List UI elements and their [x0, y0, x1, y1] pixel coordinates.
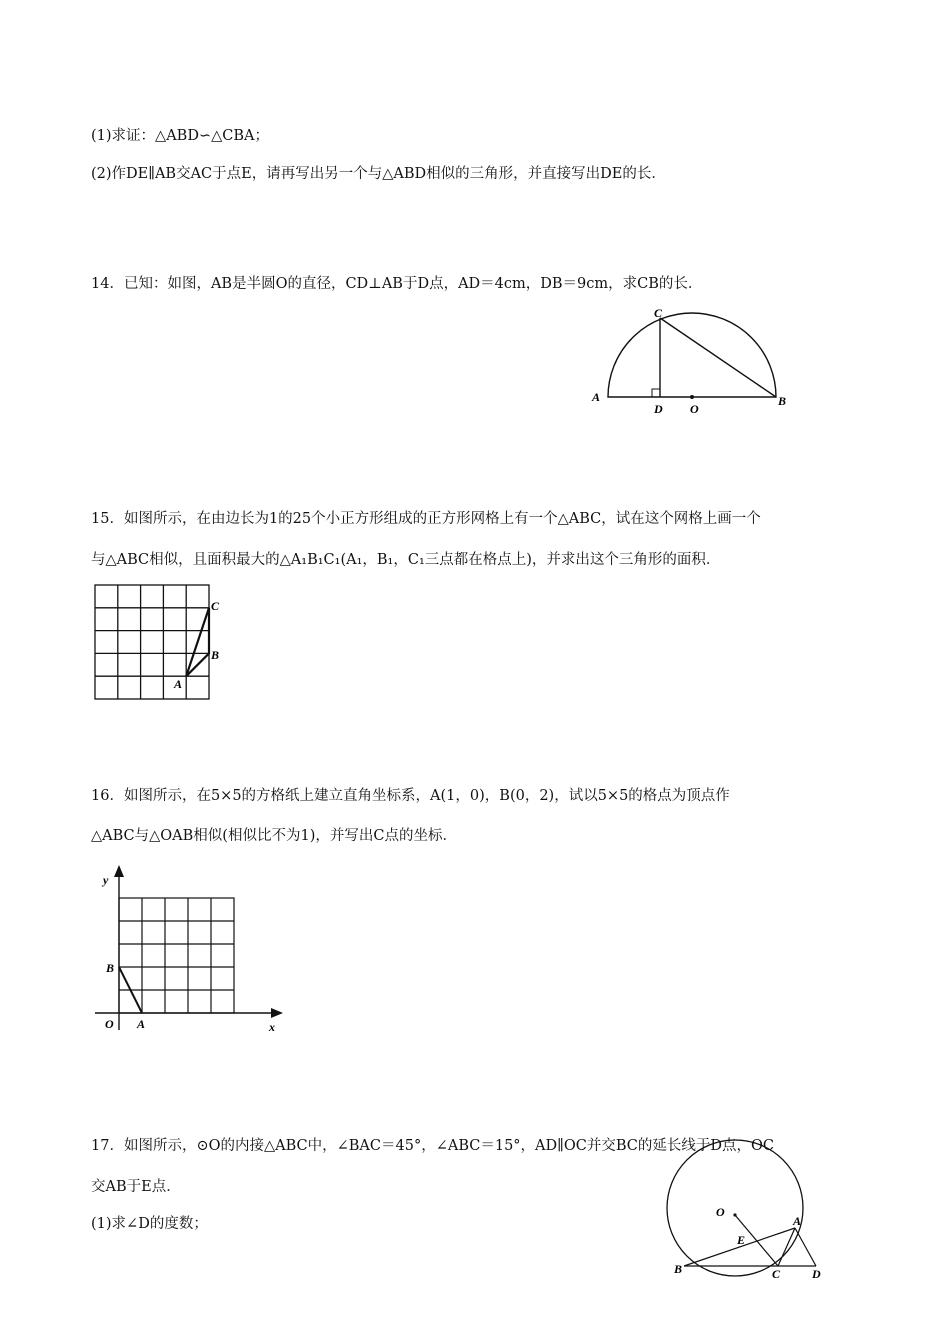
label-a: A: [592, 390, 601, 404]
coordinate-grid-16: [95, 860, 290, 1035]
label-b: B: [674, 1262, 683, 1276]
label-o: O: [690, 402, 699, 416]
label-o: O: [716, 1205, 725, 1219]
problem17-line2: 交AB于E点．: [91, 1179, 181, 1195]
problem16-line2: △ABC与△OAB相似(相似比不为1)，并写出C点的坐标．: [91, 828, 457, 844]
label-b: B: [211, 648, 220, 662]
segment-cb: [660, 318, 776, 397]
problem15-line1: 15．如图所示，在由边长为1的25个小正方形组成的正方形网格上有一个△ABC，试在这个网格上画一个: [91, 511, 761, 527]
grid-figure-15: [90, 580, 230, 705]
label-b: B: [106, 961, 115, 975]
label-c: C: [211, 599, 220, 613]
segment-ad: [795, 1228, 816, 1266]
label-a: A: [793, 1214, 802, 1228]
label-o: O: [105, 1017, 114, 1031]
label-c: C: [654, 306, 663, 320]
problem13-part2: (2)作DE∥AB交AC于点E，请再写出另一个与△ABD相似的三角形，并直接写出DE的长．: [91, 166, 666, 182]
label-y: y: [103, 873, 109, 887]
label-e: E: [737, 1233, 746, 1247]
semicircle-arc: [608, 313, 776, 397]
center-point-o: [733, 1213, 736, 1216]
x-axis-arrow: [271, 1008, 283, 1018]
label-d: D: [654, 402, 663, 416]
semicircle-figure: [590, 305, 790, 420]
problem16-line1: 16．如图所示，在5×5的方格纸上建立直角坐标系，A(1，0)，B(0，2)，试以5×5的格点为顶点作: [91, 788, 730, 804]
grid-5x5: [119, 898, 234, 1013]
problem17-part1: (1)求∠D的度数；: [91, 1216, 208, 1232]
label-a: A: [137, 1017, 146, 1031]
problem14-text: 14．已知：如图，AB是半圆O的直径，CD⊥AB于D点，AD＝4cm，DB＝9cm，求CB的长．: [91, 276, 703, 292]
grid-5x5: [95, 585, 209, 699]
label-b: B: [778, 394, 787, 408]
right-angle-mark: [652, 389, 660, 397]
label-d: D: [812, 1267, 821, 1281]
label-x: x: [269, 1020, 275, 1034]
problem15-line2: 与△ABC相似，且面积最大的△A₁B₁C₁(A₁，B₁，C₁三点都在格点上)，并求出这个三角形的面积．: [91, 552, 721, 568]
circle-figure-17: [660, 1130, 835, 1285]
triangle-abc: [186, 608, 209, 676]
label-c: C: [772, 1267, 781, 1281]
y-axis-arrow: [114, 865, 124, 877]
problem17-line1: 17．如图所示，⊙O的内接△ABC中，∠BAC＝45°，∠ABC＝15°，AD∥OC并交BC的延长线于D点，OC: [91, 1138, 774, 1154]
label-a: A: [174, 677, 183, 691]
segment-ac: [778, 1228, 795, 1266]
problem13-part1: (1)求证：△ABD∽△CBA；: [91, 128, 269, 144]
center-point-o: [690, 395, 694, 399]
